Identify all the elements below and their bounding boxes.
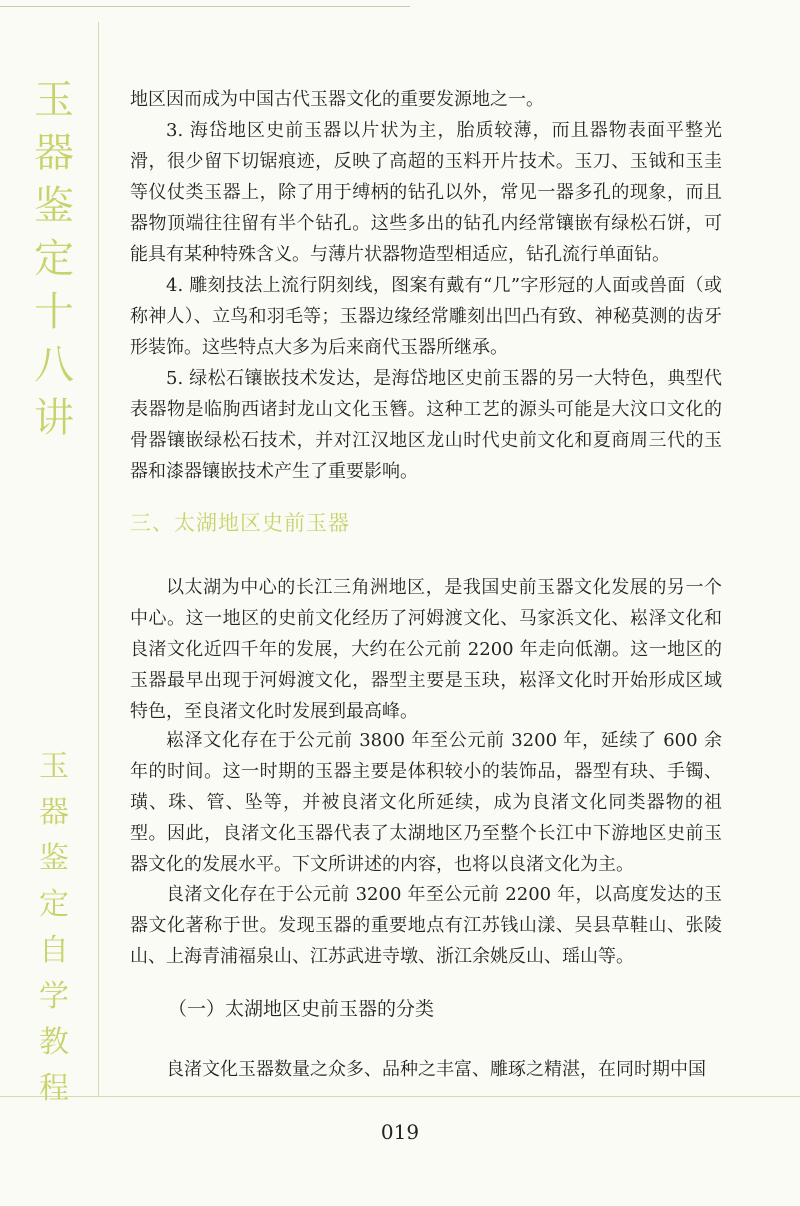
paragraph-item-5: 5. 绿松石镶嵌技术发达，是海岱地区史前玉器的另一大特色，典型代表器物是临朐西诸封龙山文化玉簪。这种工艺的源头可能是大汶口文化的骨器镶嵌绿松石技术，并对江汉地区龙山时代史前文化和夏商周三代的玉器和漆器镶嵌技术产生了重要影响。 (130, 368, 722, 482)
paragraph-classification: 良渚文化玉器数量之众多、品种之丰富、雕琢之精湛，在同时期中国 (166, 1059, 706, 1080)
series-title-char: 学 (39, 979, 69, 1014)
section-heading: 三、太湖地区史前玉器 (130, 511, 350, 535)
series-title-char: 定 (39, 887, 69, 922)
series-title-char: 鉴 (39, 841, 69, 876)
sub-heading: （一）太湖地区史前玉器的分类 (168, 998, 435, 1020)
top-rule (0, 6, 410, 7)
series-title-char: 教 (39, 1025, 69, 1060)
series-title-char: 器 (39, 795, 69, 830)
series-title-char: 程 (39, 1071, 69, 1106)
sidebar-divider (98, 22, 99, 1096)
paragraph-continuation: 地区因而成为中国古代玉器文化的重要发源地之一。 (130, 89, 544, 110)
book-title-char: 玉 (34, 77, 74, 123)
book-title-char: 讲 (34, 395, 74, 441)
book-title-char: 定 (34, 236, 74, 282)
book-title-char: 十 (34, 289, 74, 335)
paragraph-taihu-intro: 以太湖为中心的长江三角洲地区，是我国史前玉器文化发展的另一个中心。这一地区的史前文化经历了河姆渡文化、马家浜文化、崧泽文化和良渚文化近四千年的发展，大约在公元前 2200 年走向低潮。这一地区的玉器最早出现于河姆渡文化，器型主要是玉玦，崧泽文化时开始形成区域特色，至良渚文化时发展到最高峰。 (130, 577, 722, 722)
paragraph-liangzhu: 良渚文化存在于公元前 3200 年至公元前 2200 年，以高度发达的玉器文化著称于世。发现玉器的重要地点有江苏钱山漾、吴县草鞋山、张陵山、上海青浦福泉山、江苏武进寺墩、浙江余姚反山、瑶山等。 (130, 884, 722, 967)
footer-rule (0, 1096, 800, 1097)
book-title-char: 器 (34, 130, 74, 176)
page-number: 019 (380, 1120, 420, 1144)
paragraph-songze: 崧泽文化存在于公元前 3800 年至公元前 3200 年，延续了 600 余年的时间。这一时期的玉器主要是体积较小的装饰品，器型有玦、手镯、璜、珠、管、坠等，并被良渚文化所延续，成为良渚文化同类器物的祖型。因此，良渚文化玉器代表了太湖地区乃至整个长江中下游地区史前玉器文化的发展水平。下文所讲述的内容，也将以良渚文化为主。 (130, 730, 722, 875)
book-title-char: 八 (34, 342, 74, 388)
series-title-vertical (30, 749, 78, 1120)
paragraph-item-3: 3. 海岱地区史前玉器以片状为主，胎质较薄，而且器物表面平整光滑，很少留下切锯痕迹，反映了高超的玉料开片技术。玉刀、玉钺和玉圭等仪仗类玉器上，除了用于缚柄的钻孔以外，常见一器多孔的现象，而且器物顶端往往留有半个钻孔。这些多出的钻孔内经常镶嵌有绿松石饼，可能具有某种特殊含义。与薄片状器物造型相适应，钻孔流行单面钻。 (130, 120, 722, 265)
book-title-vertical (30, 77, 78, 451)
series-title-char: 自 (39, 933, 69, 968)
book-title-char: 鉴 (34, 183, 74, 229)
series-title-char: 玉 (39, 749, 69, 784)
paragraph-item-4: 4. 雕刻技法上流行阴刻线，图案有戴有“几”字形冠的人面或兽面（或称神人）、立鸟和羽毛等；玉器边缘经常雕刻出凹凸有致、神秘莫测的齿牙形装饰。这些特点大多为后来商代玉器所继承。 (130, 275, 722, 358)
